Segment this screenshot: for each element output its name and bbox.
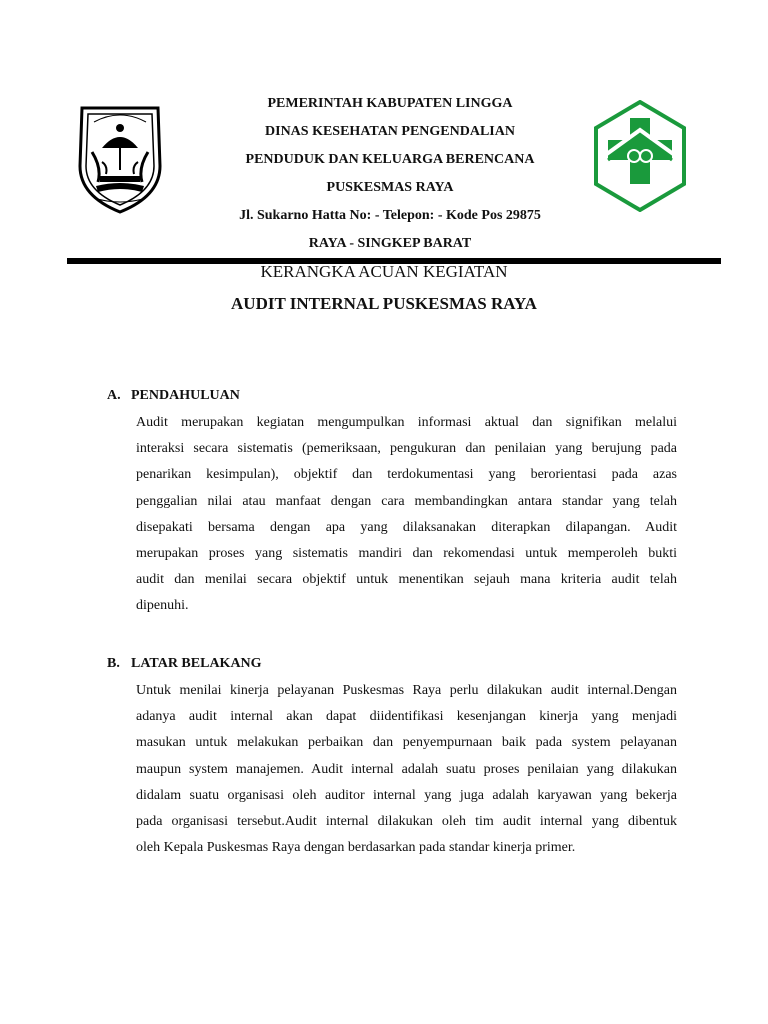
letterhead-text: [180, 90, 600, 258]
section-a-letter: A.: [107, 388, 121, 403]
section-a-paragraph: [136, 410, 677, 620]
section-b-paragraph: [136, 678, 677, 861]
document-title-line-2: AUDIT INTERNAL PUSKESMAS RAYA: [231, 294, 537, 313]
paragraph-line: adanya audit internal akan dapat diidentifikasi kesenjangan kinerja yang menjadi: [136, 709, 677, 725]
paragraph-line: disepakati bersama dengan apa yang dilaksanakan diterapkan dilapangan. Audit: [136, 519, 677, 535]
paragraph-line: pada organisasi tersebut.Audit internal dilakukan oleh tim audit internal yang dibentuk: [136, 814, 677, 830]
paragraph-line: Audit merupakan kegiatan mengumpulkan informasi aktual dan signifikan melalui: [136, 415, 677, 430]
header-address: Jl. Sukarno Hatta No: - Telepon: - Kode Pos 29875: [239, 208, 541, 223]
header-line-1: PEMERINTAH KABUPATEN LINGGA: [267, 96, 513, 111]
paragraph-line: oleh Kepala Puskesmas Raya dengan berdasarkan pada standar kinerja primer.: [136, 840, 576, 856]
paragraph-line: dipenuhi.: [136, 598, 189, 614]
header-location: RAYA - SINGKEP BARAT: [308, 236, 472, 251]
puskesmas-cross-logo-icon: [594, 100, 686, 212]
paragraph-line: merupakan proses yang sistematis mandiri dan rekomendasi untuk memperoleh bukti: [136, 546, 677, 562]
header-line-4: PUSKESMAS RAYA: [326, 180, 454, 195]
lingga-regency-seal-icon: [72, 96, 168, 216]
section-a-title: PENDAHULUAN: [131, 388, 240, 403]
paragraph-line: audit dan menilai secara objektif untuk menentikan sejauh mana kriteria audit telah: [136, 572, 677, 588]
header-line-3: PENDUDUK DAN KELUARGA BERENCANA: [245, 152, 535, 167]
paragraph-line: didalam suatu organisasi oleh auditor internal yang juga adalah karyawan yang bekerja: [136, 787, 677, 803]
paragraph-line: penarikan kesimpulan), objektif dan terdokumentasi yang berorientasi pada azas: [136, 467, 677, 483]
document-title-line-1: KERANGKA ACUAN KEGIATAN: [260, 262, 508, 281]
paragraph-line: maupun system manajemen. Audit internal adalah suatu proses penilaian yang dilakukan: [136, 761, 677, 777]
paragraph-line: masukan untuk melakukan perbaikan dan penyempurnaan baik pada system pelayanan: [136, 735, 677, 751]
section-b-heading: [107, 656, 262, 672]
paragraph-line: interaksi secara sistematis (pemeriksaan, pengukuran dan penilaian yang berujung pada: [136, 441, 677, 457]
section-b-letter: B.: [107, 656, 120, 671]
paragraph-line: Untuk menilai kinerja pelayanan Puskesmas Raya perlu dilakukan audit internal.Dengan: [136, 683, 677, 698]
section-a-heading: [107, 388, 240, 404]
section-b-title: LATAR BELAKANG: [131, 656, 262, 671]
header-line-2: DINAS KESEHATAN PENGENDALIAN: [265, 124, 515, 139]
paragraph-line: penggalian nilai atau manfaat dengan cara membandingkan antara standar yang telah: [136, 493, 677, 509]
